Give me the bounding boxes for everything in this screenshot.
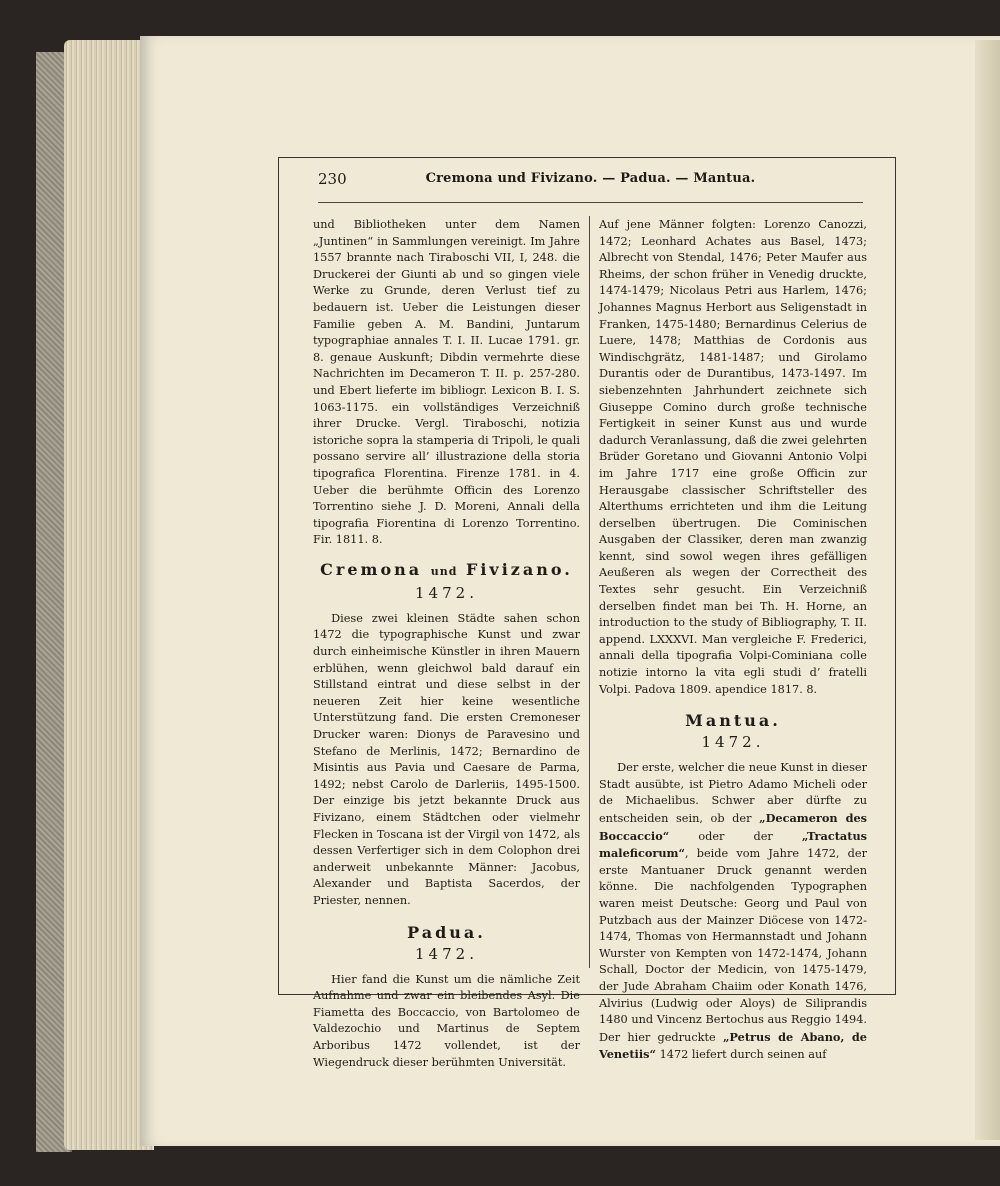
tractatus-title: „Tractatus maleficorum“ xyxy=(599,828,868,861)
juntinen-paragraph: und Bibliotheken unter dem Namen „Juntinen“ in Sammlungen vereinigt. Im Jahre 1557 brannte nach Tiraboschi VII, I, 248. die Druckerei der Giunti ab und so gingen viele Werke zu Grunde, deren Verlust tief zu bedauern ist. Ueber die Leistungen dieser Familie geben A. M. Bandini, Juntarum typographiae annales T. I. II. Lucae 1791. gr. 8. genaue Auskunft; Dibdin vermehrte diese Nachrichten im Decameron T. II. p. 257-280. und Ebert lieferte im bibliogr. Lexicon B. I. S. 1063-1175. ein vollständiges Verzeichniß ihrer Drucke. Vergl. Tiraboschi, notizia istoriche sopra la stamperia di Tripoli, le quali possano servire all’ illustrazione della storia tipografica Florentina. Firenze 1781. in 4. Ueber die berühmte Officin des Lorenzo Torrentino siehe J. D. Moreni, Annali della tipografia Fiorentina di Lorenzo Torrentino. Fir. 1811. 8. xyxy=(313,218,580,547)
decameron-title: „Decameron des Boccaccio“ xyxy=(599,811,868,843)
page-right-edge xyxy=(975,40,1000,1140)
petrus-title: „Petrus de Abano, de Venetiis“ xyxy=(599,1029,867,1062)
cremona-title: Cremona und Fivizano. xyxy=(320,559,573,579)
mantua-heading xyxy=(599,710,867,752)
padua-paragraph: Hier fand die Kunst um die nämliche Zeit Aufnahme und zwar ein bleibendes Asyl. Die Fiametta des Boccaccio, von Bartolomeo de Valdezochio und Martinus de Septem Arboribus 1472 vollendet, ist der Wiegendruck dieser berühmten Universität. xyxy=(313,972,580,1069)
padua-title: Padua. xyxy=(407,922,486,942)
cremona-year: 1472. xyxy=(415,583,478,602)
page-header xyxy=(318,170,863,194)
right-column xyxy=(599,217,867,1064)
cremona-heading xyxy=(313,559,580,603)
left-column xyxy=(313,217,580,1071)
running-title: Cremona und Fivizano. — Padua. — Mantua. xyxy=(425,171,756,186)
mantua-year: 1472. xyxy=(701,733,765,752)
page-number: 230 xyxy=(318,170,347,188)
header-rule xyxy=(318,202,863,203)
padua-continued-paragraph: Auf jene Männer folgten: Lorenzo Canozzi, 1472; Leonhard Achates aus Basel, 1473; Albrecht von Stendal, 1476; Peter Maufer aus Rheims, der schon früher in Venedig druckte, 1474-1479; Nicolaus Petri aus Harlem, 1476; Johannes Magnus Herbort aus Seligenstadt in Franken, 1475-1480; Bernardinus Celerius de Luere, 1478; Matthias de Cordonis aus Windischgrätz, 1481-1487; und Girolamo Durantis oder de Durantibus, 1473-1497. Im siebenzehnten Jahrhundert zeichnete sich Giuseppe Comino durch große technische Fertigkeit in seiner Kunst aus und wurde dadurch Veranlassung, daß die zwei gelehrten Brüder Goretano und Giovanni Antonio Volpi im Jahre 1717 eine große Officin zur Herausgabe classischer Schriftsteller des Alterthums errichteten und ihm die Leitung derselben übertrugen. Die Cominischen Ausgaben der Classiker, deren man zwanzig kennt, sind sowol wegen ihres gefälligen Aeußeren als wegen der Correctheit des Textes sehr gesucht. Ein Verzeichniß derselben findet man bei Th. H. Horne, an introduction to the study of Bibliography, T. II. append. LXXXVI. Man vergleiche F. Frederici, annali della tipografia Volpi-Cominiana colle notizie intorno la vita egli studi d’ fratelli Volpi. Padova 1809. apendice 1817. 8. xyxy=(599,218,867,696)
mantua-title: Mantua. xyxy=(685,711,781,731)
padua-heading xyxy=(313,922,580,964)
mantua-paragraph: Der erste, welcher die neue Kunst in dieser Stadt ausübte, ist Pietro Adamo Micheli oder de Michaelibus. Schwer aber dürfte zu entscheiden sein, ob der „Decameron des Boccaccio“ oder der „Tractatus maleficorum“, beide vom Jahre 1472, der erste Mantuaner Druck genannt werden könne. Die nachfolgenden Typographen waren meist Deutsche: Georg und Paul von Putzbach aus der Mainzer Diöcese von 1472-1474, Thomas von Hermannstadt und Johann Wurster von Kempten von 1472-1474, Johann Schall, Doctor der Medicin, von 1475-1479, der Jude Abraham Chaiim oder Konath 1476, Alvirius (Ludwig oder Aloys) de Siliprandis 1480 und Vincenz Bertochus aus Reggio 1494. Der hier gedruckte „Petrus de Abano, de Venetiis“ 1472 liefert durch seinen auf xyxy=(599,761,868,1062)
cremona-paragraph: Diese zwei kleinen Städte sahen schon 1472 die typographische Kunst und zwar durch einheimische Künstler in ihren Mauern erblühen, wenn gleichwol bald darauf ein Stillstand eintrat und diese selbst in der neueren Zeit hier keine wesentliche Unterstützung fand. Die ersten Cremoneser Drucker waren: Dionys de Paravesino und Stefano de Merlinis, 1472; Bernardino de Misintis aus Pavia und Caesare de Parma, 1492; nebst Carolo de Darleriis, 1495-1500. Der einzige bis jetzt bekannte Druck aus Fivizano, einem Städtchen oder vielmehr Flecken in Toscana ist der Virgil von 1472, als dessen Verfertiger sich in dem Colophon drei anderweit unbekannte Männer: Jacobus, Alexander und Baptista Sacerdos, der Priester, nennen. xyxy=(313,611,580,907)
column-divider xyxy=(589,216,590,968)
padua-year: 1472. xyxy=(415,944,478,963)
